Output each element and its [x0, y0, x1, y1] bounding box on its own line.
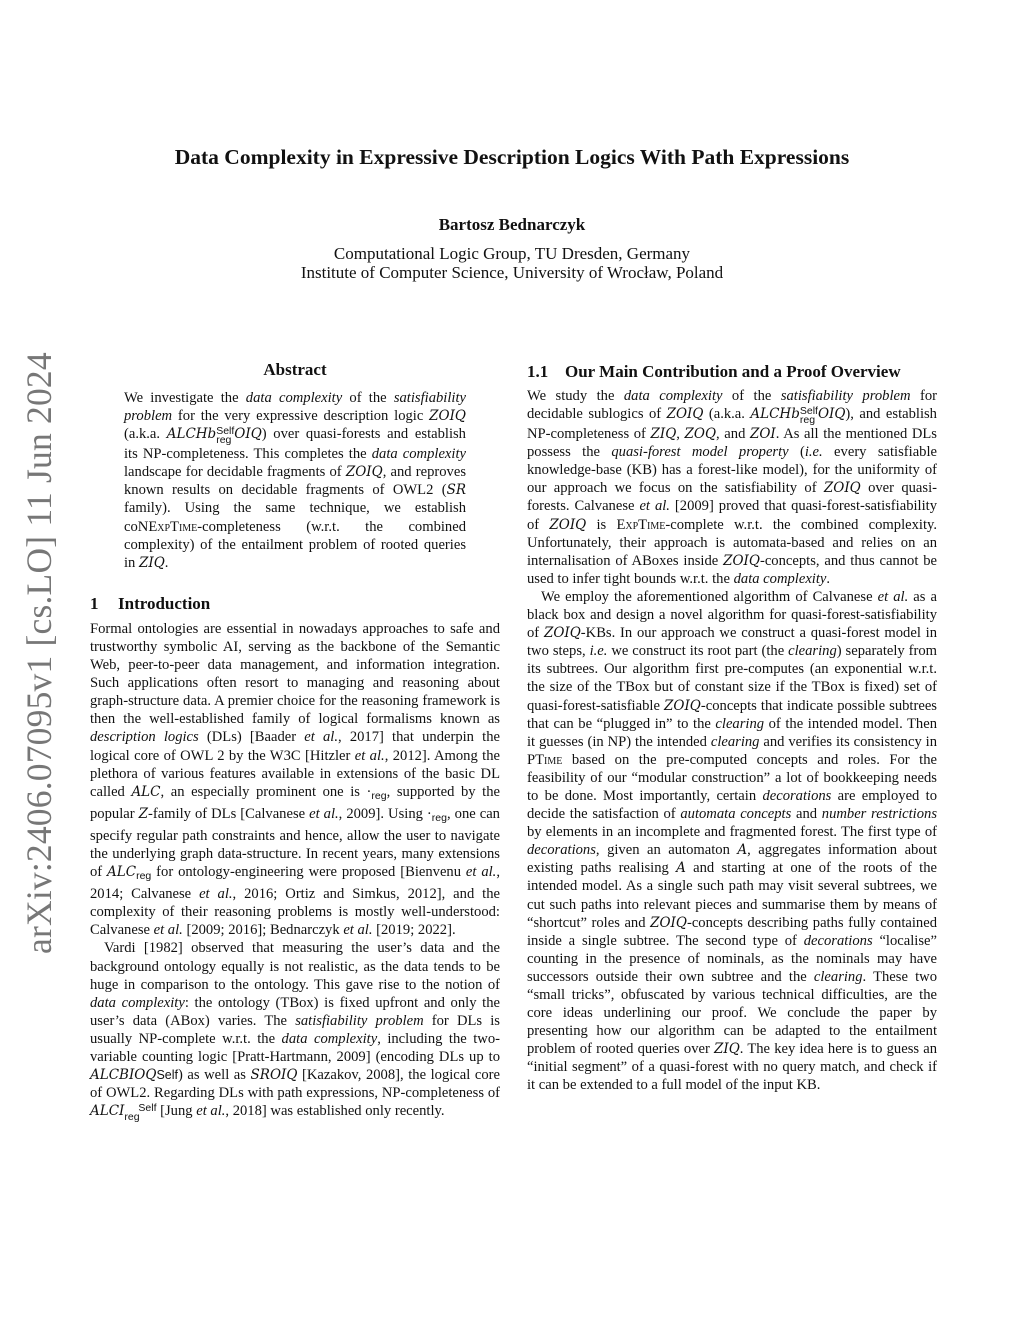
subsection-contribution-heading	[527, 362, 937, 382]
paper-title: Data Complexity in Expressive Description Logics With Path Expressions	[174, 145, 850, 169]
subsection-number: 1.1	[527, 362, 549, 381]
intro-paragraph-1: Formal ontologies are essential in nowadays approaches to safe and trustworthy symbolic AI, serving as the backbone of the Semantic Web, peer-to-peer data management, and information integration. Such applications often resort to managing and reasoning about graph-structure data. A premier choice for the reasoning framework is then the well-established family of logical formalisms known as description logics (DLs) [Baader et al., 2017] that underpin the logical core of OWL 2 by the W3C [Hitzler et al., 2012]. Among the plethora of various features available in extensions of the basic DL called ALC, an especially prominent one is $\cdot_{reg}$, supported by the popular Z-family of DLs [Calvanese et al., 2009]. $Using \cdot_{reg}$, one can specify regular path constraints and hence, allow the user to navigate the underlying graph data-structure. In recent years, many extensions of $ALC_{reg}$ for ontology-engineering were proposed [Bienvenu et al., 2014; Calvanese et al., 2016; Ortiz and Simkus, 2012], and the complexity of their reasoning problems is mostly well-understood: Calvanese et al. [2009; 2016]; Bednarczyk et al. [2019; 2022].	[90, 620, 501, 939]
affiliation-1: Computational Logic Group, TU Dresden, Germany	[333, 244, 691, 263]
right-column	[527, 362, 937, 1095]
abstract-heading: Abstract	[263, 360, 327, 379]
section-introduction-heading	[90, 594, 500, 614]
contribution-paragraph-1: We study the data complexity of the satisfiability problem for decidable sublogics of ZOIQ (a.k.a. ALCHbSelf reg OIQ), and establish NP-completeness of ZIQ, ZOQ, and ZOI. As all the mentioned DLs possess the quasi-forest model property (i.e. every satisfiable knowledge-base (KB) has a forest-like model), for the uniformity of our approach we focus on the satisfiability of ZOIQ over quasi-forests. Calvanese et al. [2009] proved that quasi-forest-satisfiability of ZOIQ is ExpTime-complete w.r.t. the combined complexity. Unfortunately, their approach is automata-based and relies on an internalisation of ABoxes inside ZOIQ-concepts, and thus cannot be used to infer tight bounds w.r.t. the data complexity.	[527, 388, 938, 587]
section-title: Introduction	[118, 593, 211, 613]
arxiv-identifier: arXiv:2406.07095v1 [cs.LO] 11 Jun 2024	[19, 352, 59, 955]
intro-paragraph-2: Vardi [1982] observed that measuring the user’s data and the background ontology equally is not realistic, as the data tends to be huge in comparison to the ontology. This gave rise to the notion of data complexity: the ontology (TBox) is fixed upfront and only the user’s data (ABox) varies. The satisfiability problem for DLs is usually NP-complete w.r.t. the data complexity, including the two-variable counting logic [Pratt-Hartmann, 2009] (encoding DLs up to ALCBIOQSelf) as well as SROIQ [Kazakov, 2008], the logical core of OWL2. Regarding DLs with path expressions, NP-completeness of ALCI Self reg [Jung et al., 2018] was established only recently.	[90, 940, 500, 1124]
subsection-title: Our Main Contribution and a Proof Overview	[565, 362, 901, 381]
section-number: 1	[90, 593, 99, 613]
left-column	[90, 360, 500, 1122]
affiliation-2: Institute of Computer Science, University of Wrocław, Poland	[300, 263, 724, 282]
author-name: Bartosz Bednarczyk	[438, 215, 586, 234]
abstract-text: We investigate the data complexity of the satisfiability problem for the very expressive description logic ZOIQ (a.k.a. ALCHbSelf reg OIQ) over quasi-forests and establish its NP-completeness. This completes the data complexity landscape for decidable fragments of ZOIQ, and reproves known results on decidable fragments of OWL2 (SR family). Using the same technique, we establish coNExpTime-completeness (w.r.t. the combined complexity) of the entailment problem of rooted queries in ZIQ.	[124, 390, 466, 571]
contribution-paragraph-2: We employ the aforementioned algorithm of Calvanese et al. as a black box and design a novel algorithm for quasi-forest-satisfiability of ZOIQ-KBs. In our approach we construct a quasi-forest model in two steps, i.e. we construct its root part (the clearing) separately from its subtrees. Our algorithm first pre-computes (an exponential w.r.t. the size of the TBox but of constant size if the TBox is fixed) set of quasi-forest-satisfiable ZOIQ-concepts that indicate possible subtrees that can be “plugged in” to the clearing of the intended model. Then it guesses (in NP) the intended clearing and verifies its consistency in PTime based on the pre-computed concepts and roles. For the feasibility of our “modular construction” a lot of bookkeeping needs to be done. Most importantly, certain decorations are employed to decide the satisfaction of automata concepts and number restrictions by elements in an incomplete and fragmented forest. The first type of decorations, given an automaton A, aggregates information about existing paths realising A and starting at one of the roots of the intended model. As a single such path may visit several subtrees, we cut such paths into relevant pieces and summarise them by means of “shortcut” roles and ZOIQ-concepts describing paths fully contained inside a single subtree. The second type of decorations “localise” counting in the presence of nominals, as the nominals may have successors outside their own subtree and the clearing. These two “small tricks”, obfuscated by various technical difficulties, are the core ideas underlining our proof. We conclude the paper by presenting how our algorithm can be adapted to the entailment problem of rooted queries over ZIQ. The key idea here is to guess an “initial segment” of a quasi-forest with no query match, and check if it can be extended to a full model of the input KB.	[527, 588, 938, 1094]
